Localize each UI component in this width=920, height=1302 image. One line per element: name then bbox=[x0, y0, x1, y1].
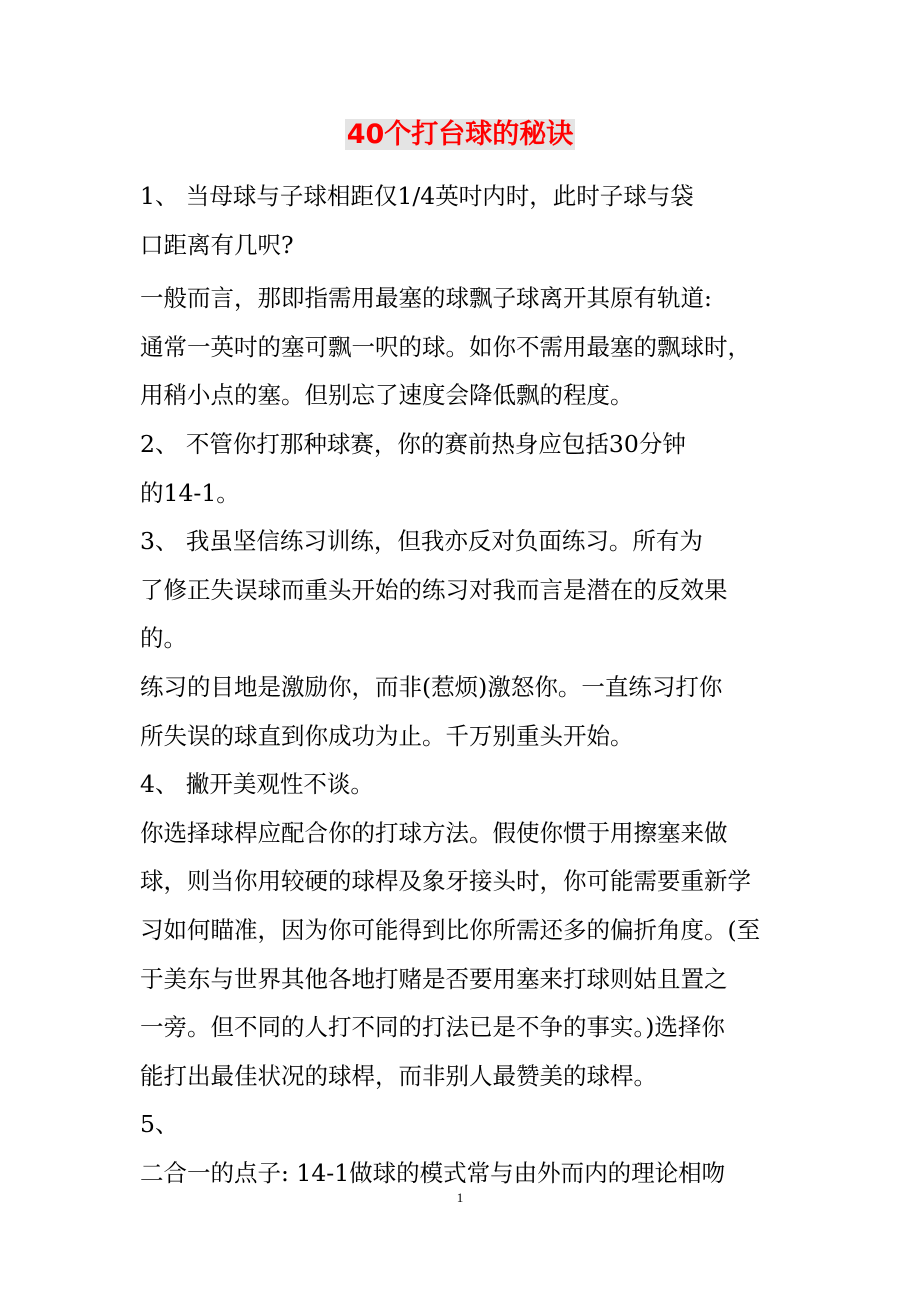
document-body bbox=[140, 172, 780, 1197]
text-line: 一旁。但不同的人打不同的打法已是不争的事实。)选择你 bbox=[140, 1013, 725, 1042]
text-line: 的14-1。 bbox=[140, 478, 240, 507]
text-line: 二合一的点子: 14-1做球的模式常与由外而内的理论相吻 bbox=[140, 1158, 726, 1187]
page-number: 1 bbox=[456, 1190, 464, 1205]
text-line: 能打出最佳状况的球桿，而非别人最赞美的球桿。 bbox=[140, 1061, 657, 1090]
text-line: 习如何瞄准，因为你可能得到比你所需还多的偏折角度。(至 bbox=[140, 915, 761, 944]
text-line: 2、 不管你打那种球赛，你的赛前热身应包括30分钟 bbox=[140, 429, 686, 458]
text-line: 的。 bbox=[140, 624, 187, 653]
text-line: 口距离有几呎? bbox=[140, 230, 294, 259]
text-line: 4、 撇开美观性不谈。 bbox=[140, 770, 374, 799]
text-line: 1、 当母球与子球相距仅1/4英吋内时，此时子球与袋 bbox=[140, 182, 694, 210]
text-line: 球，则当你用较硬的球桿及象牙接头时，你可能需要重新学 bbox=[140, 867, 751, 896]
text-line: 你选择球桿应配合你的打球方法。假使你惯于用擦塞来做 bbox=[140, 818, 728, 847]
text-line: 5、 bbox=[140, 1110, 179, 1139]
text-line: 通常一英吋的塞可飘一呎的球。如你不需用最塞的飘球时， bbox=[140, 332, 751, 361]
text-line: 练习的目地是激励你，而非(惹烦)激怒你。一直练习打你 bbox=[140, 672, 723, 701]
text-line: 于美东与世界其他各地打赌是否要用塞来打球则姑且置之 bbox=[140, 964, 728, 993]
text-line: 3、 我虽坚信练习训练，但我亦反对负面练习。所有为 bbox=[140, 527, 703, 556]
text-line: 一般而言，那即指需用最塞的球飘子球离开其原有轨道: bbox=[140, 284, 712, 313]
document-title: 40个打台球的秘诀 bbox=[346, 119, 574, 150]
text-line: 了修正失误球而重头开始的练习对我而言是潜在的反效果 bbox=[140, 575, 728, 604]
text-line: 用稍小点的塞。但别忘了速度会降低飘的程度。 bbox=[140, 381, 634, 410]
text-line: 所失误的球直到你成功为止。千万别重头开始。 bbox=[140, 721, 634, 750]
